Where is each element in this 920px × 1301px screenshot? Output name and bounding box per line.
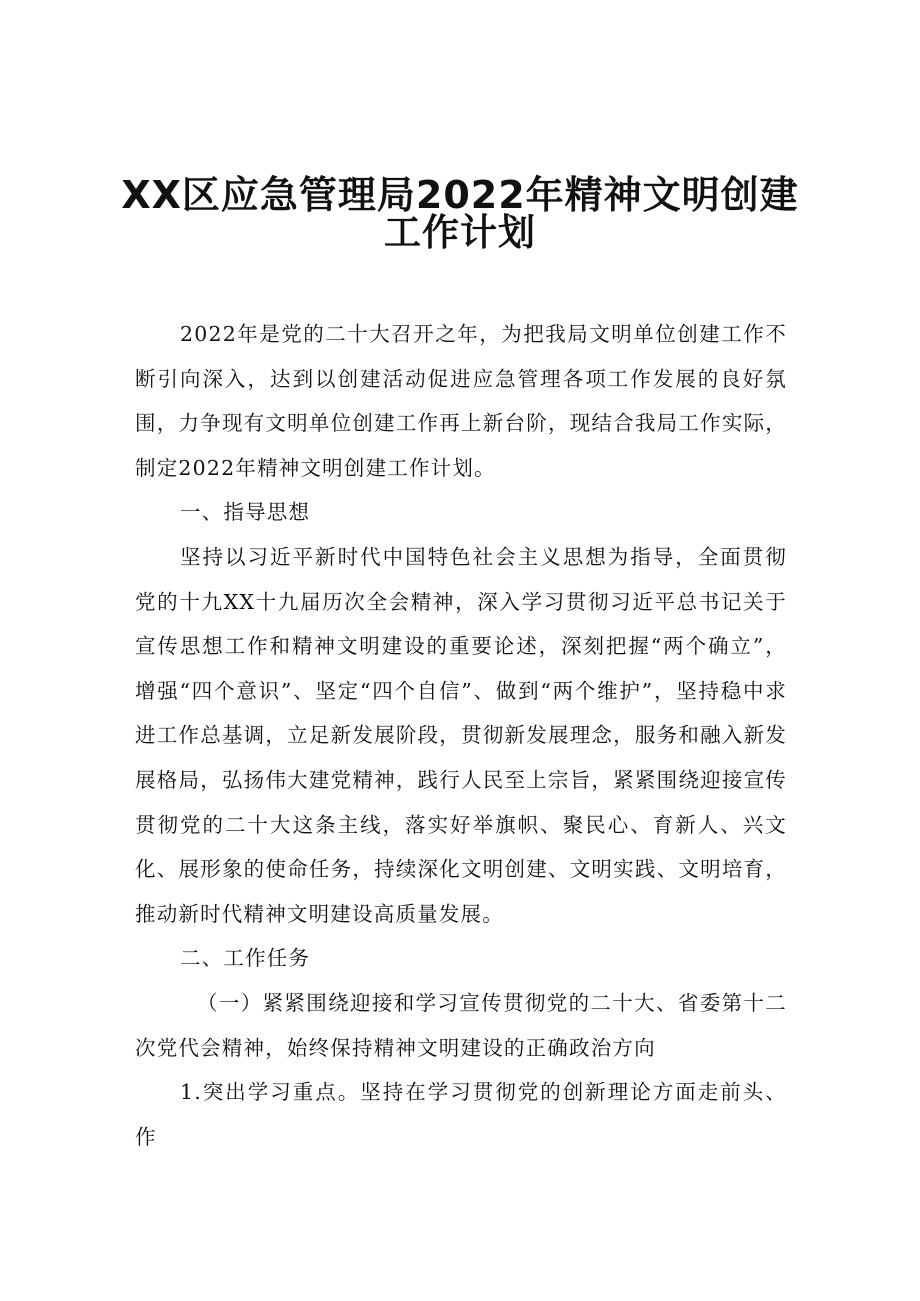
section-heading-guiding-ideology: 一、指导思想	[180, 500, 311, 525]
document-title-line1: XX区应急管理局2022年精神文明创建	[121, 173, 799, 217]
intro-paragraph: 2022年是党的二十大召开之年，为把我局文明单位创建工作不断引向深入，达到以创建活动促进应急管理各项工作发展的良好氛围，力争现有文明单位创建工作再上新台阶，现结合我局工作实际，制定2022年精神文明创建工作计划。	[135, 322, 787, 480]
guiding-ideology-paragraph: 坚持以习近平新时代中国特色社会主义思想为指导，全面贯彻党的十九XX十九届历次全会精神，深入学习贯彻习近平总书记关于宣传思想工作和精神文明建设的重要论述，深刻把握“两个确立”，增强“四个意识”、坚定“四个自信”、做到“两个维护”，坚持稳中求进工作总基调，立足新发展阶段，贯彻新发展理念，服务和融入新发展格局，弘扬伟大建党精神，践行人民至上宗旨，紧紧围绕迎接宣传贯彻党的二十大这条主线，落实好举旗帜、聚民心、育新人、兴文化、展形象的使命任务，持续深化文明创建、文明实践、文明培育，推动新时代精神文明建设高质量发展。	[135, 544, 787, 926]
subsection-heading-1: （一）紧紧围绕迎接和学习宣传贯彻党的二十大、省委第十二次党代会精神，始终保持精神文明建设的正确政治方向	[135, 990, 787, 1060]
document-body	[135, 312, 787, 1159]
section-heading-work-tasks: 二、工作任务	[180, 946, 311, 971]
document-title-line2: 工作计划	[384, 211, 536, 254]
item-1-paragraph: 1.突出学习重点。坚持在学习贯彻党的创新理论方面走前头、作	[135, 1080, 787, 1149]
